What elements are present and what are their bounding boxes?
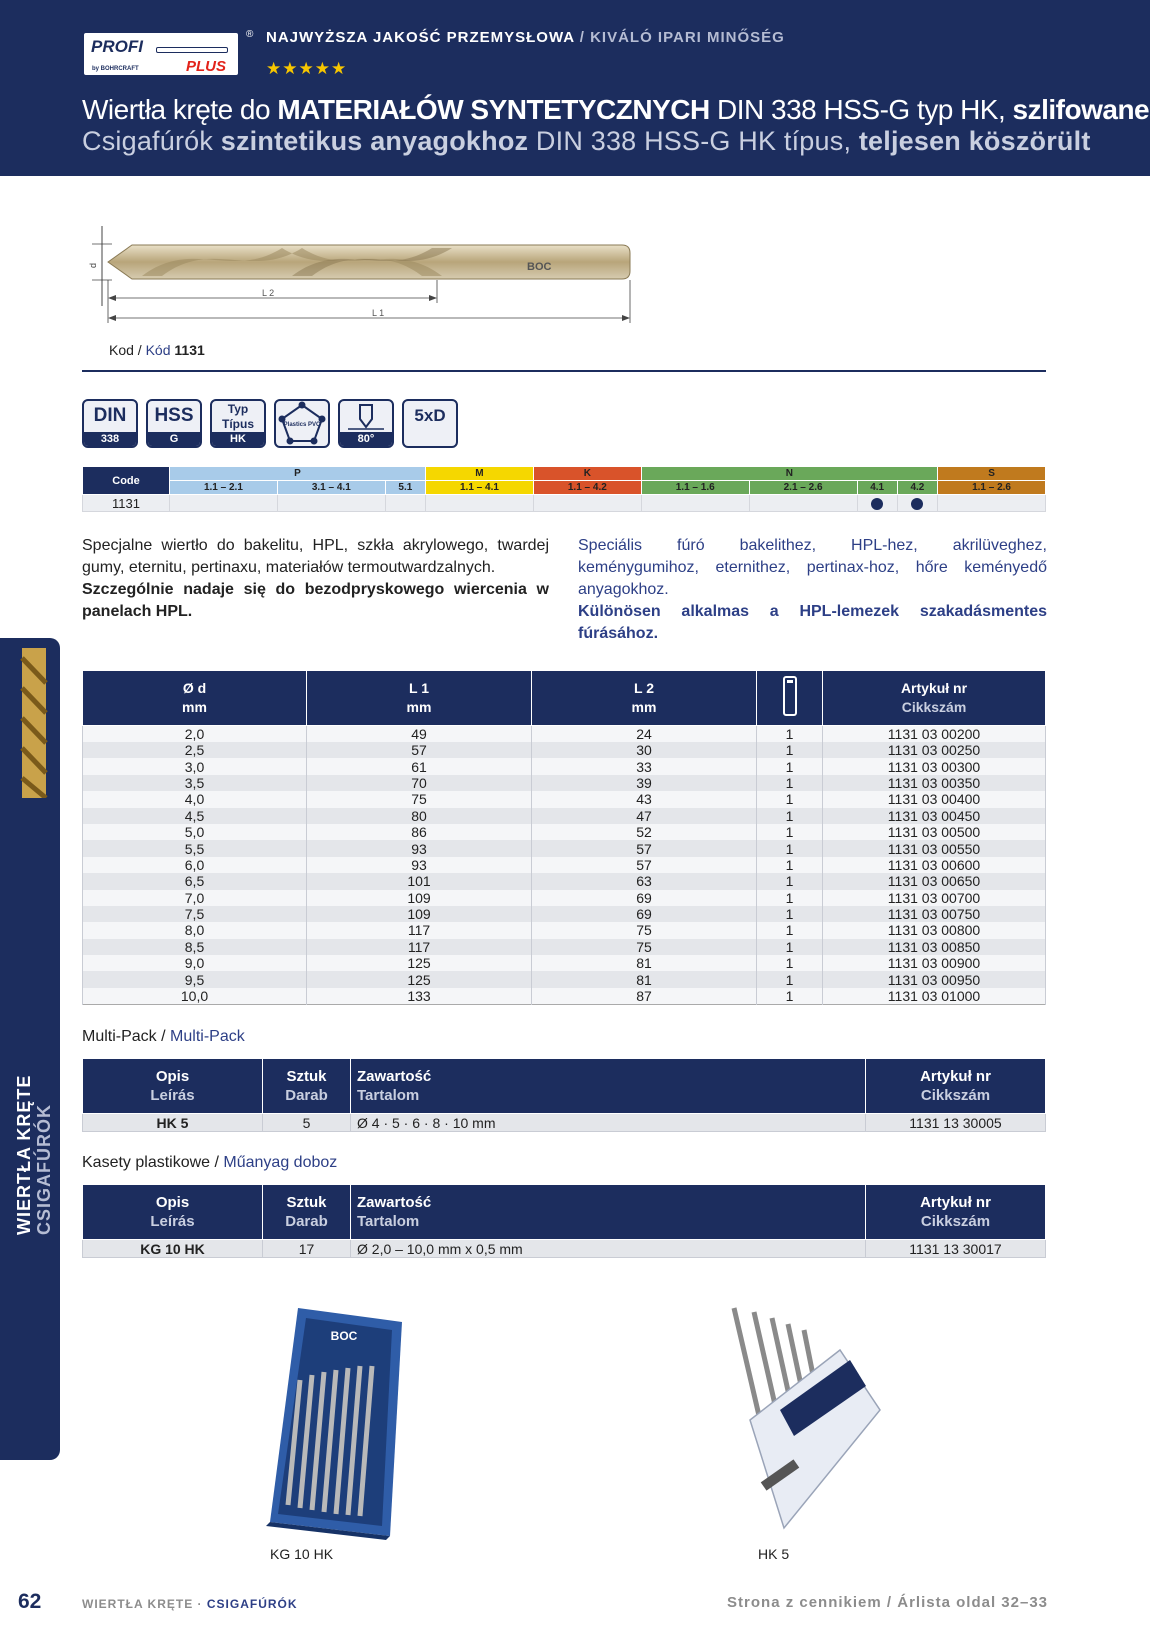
col-sztuk [263, 1185, 351, 1240]
material-sub: 1.1 – 2.6 [938, 481, 1046, 495]
col-article-pl: Artykuł nr [900, 680, 968, 696]
cell-pack: 1 [757, 939, 823, 955]
logo-text-profi: PROFI [91, 37, 143, 56]
cell-pack: 1 [757, 791, 823, 807]
cell-pack: 1 [757, 840, 823, 856]
code-label-pl: Kod [109, 342, 134, 358]
cell-article: 1131 03 00300 [823, 758, 1046, 774]
material-sub: 2.1 – 2.6 [749, 481, 857, 495]
col-pack [757, 671, 823, 726]
material-cell [426, 495, 534, 512]
cell-diameter: 6,0 [83, 857, 307, 873]
cell-l1: 57 [307, 742, 532, 758]
col-opis-pl: Opis [155, 1194, 190, 1211]
cell-diameter: 4,5 [83, 808, 307, 824]
material-cell [857, 495, 897, 512]
cell-l1: 133 [307, 988, 532, 1005]
material-group-p: P [170, 467, 426, 481]
badge-bottom: 80° [340, 432, 392, 446]
cell-l2: 39 [532, 775, 757, 791]
cell-diameter: 2,5 [83, 742, 307, 758]
badge-top: Typ Típus [222, 402, 254, 431]
side-label-hu: CSIGAFÚRÓK [34, 1104, 54, 1235]
kasety-title-pl: Kasety plastikowe [82, 1154, 211, 1171]
logo-text-plus: PLUS [185, 58, 226, 75]
product-table [82, 670, 1046, 1005]
col-artykul-hu: Cikkszám [920, 1087, 991, 1104]
drill-drawing-svg [82, 218, 662, 338]
product-table-body [83, 726, 1046, 1005]
cell-pack: 1 [757, 742, 823, 758]
logo-subtext: by BOHRCRAFT [92, 66, 139, 72]
kasety-table [82, 1184, 1046, 1258]
din-badge [82, 399, 138, 448]
cell-article: 1131 03 00900 [823, 955, 1046, 971]
hk5-pack-image [720, 1300, 900, 1540]
cell-l2: 30 [532, 742, 757, 758]
material-group-n: N [641, 467, 937, 481]
col-opis [83, 1059, 263, 1114]
material-code-header: Code [83, 467, 170, 495]
case-name: KG 10 HK [83, 1240, 263, 1258]
kasety-title-sep: / [210, 1154, 224, 1171]
cell-l1: 101 [307, 873, 532, 889]
cell-diameter: 9,5 [83, 971, 307, 987]
cell-pack: 1 [757, 775, 823, 791]
kg10hk-caption: KG 10 HK [270, 1546, 334, 1562]
material-cell [938, 495, 1046, 512]
description-pl-bold: Szczególnie nadaje się do bezodpryskowego wiercenia w panelach HPL. [82, 581, 549, 620]
table-row [83, 857, 1046, 873]
tagline-separator: / [574, 29, 591, 46]
cell-l2: 63 [532, 873, 757, 889]
cell-article: 1131 03 00650 [823, 873, 1046, 889]
registered-mark: ® [246, 29, 254, 40]
pack-count: 5 [263, 1114, 351, 1132]
material-sub: 1.1 – 1.6 [641, 481, 749, 495]
footer-ref-hu: Árlista oldal 32–33 [897, 1594, 1048, 1611]
cell-l1: 109 [307, 906, 532, 922]
cell-l1: 49 [307, 726, 532, 743]
table-row [83, 726, 1046, 743]
cell-pack: 1 [757, 988, 823, 1005]
cell-pack: 1 [757, 808, 823, 824]
cell-diameter: 7,0 [83, 890, 307, 906]
description-hu-bold: Különösen alkalmas a HPL-lemezek szakadásmentes fúrásához. [578, 603, 1047, 642]
tagline-pl: NAJWYŻSZA JAKOŚĆ PRZEMYSŁOWA [266, 29, 575, 46]
case-count: 17 [263, 1240, 351, 1258]
side-tab [0, 638, 60, 1460]
pack-name: HK 5 [83, 1114, 263, 1132]
cell-diameter: 5,0 [83, 824, 307, 840]
title-pl-bold: MATERIAŁÓW SYNTETYCZNYCH [277, 94, 710, 125]
multipack-title-sep: / [156, 1028, 171, 1045]
table-row [83, 840, 1046, 856]
cell-article: 1131 03 00200 [823, 726, 1046, 743]
case-brand-mark: BOC [330, 1329, 358, 1343]
pack-article: 1131 13 30005 [866, 1114, 1046, 1132]
col-sztuk [263, 1059, 351, 1114]
multipack-table [82, 1058, 1046, 1132]
table-row [83, 873, 1046, 889]
cell-pack: 1 [757, 890, 823, 906]
plastics-pvc-icon [276, 401, 328, 446]
page-title-pl [82, 94, 1149, 126]
cell-l1: 80 [307, 808, 532, 824]
cell-l2: 57 [532, 857, 757, 873]
cell-l1: 125 [307, 955, 532, 971]
table-row [83, 1114, 1046, 1132]
product-code-line [109, 342, 205, 358]
col-article-hu: Cikkszám [901, 699, 967, 715]
material-row-code: 1131 [83, 495, 170, 512]
col-sztuk-hu: Darab [285, 1087, 328, 1104]
cell-l2: 57 [532, 840, 757, 856]
cell-l2: 52 [532, 824, 757, 840]
col-diameter-unit: mm [182, 699, 207, 715]
footer-section [82, 1597, 298, 1611]
badge-bottom: G [148, 432, 200, 446]
type-badge [210, 399, 266, 448]
cell-pack: 1 [757, 824, 823, 840]
code-label-hu: Kód [145, 342, 171, 358]
title-hu-bold: teljesen köszörült [858, 126, 1091, 156]
rating-stars: ★★★★★ [266, 59, 348, 78]
col-artykul [866, 1059, 1046, 1114]
material-group-k: K [533, 467, 641, 481]
material-cell [641, 495, 749, 512]
col-artykul-hu: Cikkszám [920, 1213, 991, 1230]
cell-pack: 1 [757, 873, 823, 889]
cell-article: 1131 03 00550 [823, 840, 1046, 856]
title-pl-bold: szlifowane [1012, 94, 1150, 125]
cell-l1: 75 [307, 791, 532, 807]
suitable-dot-icon [911, 498, 923, 510]
title-pl-part: Wiertła kręte do [82, 94, 278, 125]
col-sztuk-hu: Darab [285, 1213, 328, 1230]
footer-section-sep: · [193, 1597, 207, 1611]
drill-drawing [82, 218, 662, 338]
cell-diameter: 2,0 [83, 726, 307, 743]
cell-l2: 75 [532, 939, 757, 955]
col-l2-label: L 2 [634, 680, 654, 696]
cell-pack: 1 [757, 857, 823, 873]
description-pl [82, 535, 549, 623]
title-pl-part: DIN 338 HSS-G typ HK, [709, 94, 1013, 125]
cell-article: 1131 03 00450 [823, 808, 1046, 824]
col-article [823, 671, 1046, 726]
material-sub: 3.1 – 4.1 [277, 481, 385, 495]
cell-diameter: 10,0 [83, 988, 307, 1005]
cell-pack: 1 [757, 726, 823, 743]
cell-l2: 43 [532, 791, 757, 807]
multipack-title [82, 1028, 245, 1046]
description-hu [578, 535, 1047, 645]
col-l2-unit: mm [631, 699, 657, 715]
depth-5xd-badge [402, 399, 458, 448]
code-separator: / [133, 342, 146, 358]
cell-diameter: 7,5 [83, 906, 307, 922]
cell-l1: 125 [307, 971, 532, 987]
drill-photo-icon [2, 648, 58, 798]
cell-article: 1131 03 00850 [823, 939, 1046, 955]
description-pl-text: Specjalne wiertło do bakelitu, HPL, szkła akrylowego, twardej gumy, eternitu, pertinaxu, materiałów termoutwardzalnych. [82, 537, 549, 576]
cell-l1: 93 [307, 840, 532, 856]
side-label-pl: WIERTŁA KRĘTE [14, 1074, 34, 1235]
description-hu-text: Speciális fúró bakelithez, HPL-hez, akrilüveghez, keménygumihoz, eternithez, pertinax-hoz, hőre keményedő anyagokhoz. [578, 537, 1047, 598]
table-row [83, 988, 1046, 1005]
col-zawartosc-pl: Zawartość [357, 1194, 432, 1211]
cell-l2: 81 [532, 955, 757, 971]
material-cell [170, 495, 278, 512]
badge-bottom: 338 [84, 432, 136, 446]
material-sub: 1.1 – 2.1 [170, 481, 278, 495]
cell-diameter: 3,0 [83, 758, 307, 774]
kg10hk-case-image [240, 1300, 440, 1540]
table-row [83, 808, 1046, 824]
cell-diameter: 8,0 [83, 922, 307, 938]
footer-ref-sep: / [881, 1594, 898, 1611]
cell-article: 1131 03 00350 [823, 775, 1046, 791]
cell-pack: 1 [757, 758, 823, 774]
cell-l2: 24 [532, 726, 757, 743]
dim-l2-label: L 2 [262, 288, 275, 298]
badge-top: Plastics PVC [283, 422, 321, 428]
cell-l1: 109 [307, 890, 532, 906]
col-l1-label: L 1 [409, 680, 429, 696]
table-row [83, 742, 1046, 758]
cell-article: 1131 03 00800 [823, 922, 1046, 938]
material-table [82, 466, 1046, 512]
col-diameter [83, 671, 307, 726]
cell-diameter: 9,0 [83, 955, 307, 971]
pack-content: Ø 4 · 5 · 6 · 8 · 10 mm [351, 1114, 866, 1132]
footer-section-hu: CSIGAFÚRÓK [206, 1597, 298, 1611]
drill-brand-mark: BOC [527, 261, 552, 273]
cell-article: 1131 03 00950 [823, 971, 1046, 987]
table-row [83, 971, 1046, 987]
cell-l2: 69 [532, 890, 757, 906]
material-group-s: S [938, 467, 1046, 481]
code-value: 1131 [174, 342, 205, 358]
profi-plus-logo [82, 29, 254, 77]
tagline-hu: KIVÁLÓ IPARI MINŐSÉG [590, 29, 785, 46]
table-row [83, 758, 1046, 774]
cell-article: 1131 03 00750 [823, 906, 1046, 922]
case-content: Ø 2,0 – 10,0 mm x 0,5 mm [351, 1240, 866, 1258]
cell-diameter: 3,5 [83, 775, 307, 791]
material-cell [749, 495, 857, 512]
table-row [83, 939, 1046, 955]
cell-pack: 1 [757, 906, 823, 922]
cell-l2: 87 [532, 988, 757, 1005]
col-zawartosc [351, 1185, 866, 1240]
cell-article: 1131 03 00500 [823, 824, 1046, 840]
col-l1-unit: mm [406, 699, 432, 715]
cell-pack: 1 [757, 955, 823, 971]
cell-l2: 75 [532, 922, 757, 938]
col-zawartosc [351, 1059, 866, 1114]
case-article: 1131 13 30017 [866, 1240, 1046, 1258]
badge-top: HSS [154, 405, 194, 426]
col-artykul-pl: Artykuł nr [920, 1194, 991, 1211]
material-sub: 1.1 – 4.1 [426, 481, 534, 495]
title-hu-part: DIN 338 HSS-G HK típus, [528, 126, 859, 156]
badge-top: 5xD [414, 406, 446, 425]
cell-l2: 33 [532, 758, 757, 774]
material-cell [385, 495, 425, 512]
table-row [83, 906, 1046, 922]
col-opis-pl: Opis [155, 1068, 190, 1085]
badge-top: DIN [93, 405, 127, 426]
col-l1 [307, 671, 532, 726]
cell-diameter: 4,0 [83, 791, 307, 807]
cell-article: 1131 03 00400 [823, 791, 1046, 807]
cell-diameter: 6,5 [83, 873, 307, 889]
dim-l1-label: L 1 [372, 308, 385, 318]
material-cell [277, 495, 385, 512]
hss-badge [146, 399, 202, 448]
table-row [83, 824, 1046, 840]
material-sub: 1.1 – 4.2 [533, 481, 641, 495]
cell-diameter: 5,5 [83, 840, 307, 856]
col-l2 [532, 671, 757, 726]
col-opis [83, 1185, 263, 1240]
footer-ref-pl: Strona z cennikiem [727, 1594, 882, 1611]
footer-section-pl: WIERTŁA KRĘTE [82, 1597, 194, 1611]
cell-pack: 1 [757, 971, 823, 987]
section-divider [82, 370, 1046, 372]
suitable-dot-icon [871, 498, 883, 510]
cell-l1: 86 [307, 824, 532, 840]
material-group-m: M [426, 467, 534, 481]
cell-l1: 117 [307, 939, 532, 955]
side-tab-label [14, 1075, 54, 1235]
cell-l1: 61 [307, 758, 532, 774]
table-row [83, 775, 1046, 791]
col-artykul [866, 1185, 1046, 1240]
table-row [83, 922, 1046, 938]
cell-l1: 70 [307, 775, 532, 791]
table-row [83, 1240, 1046, 1258]
material-sub: 5.1 [385, 481, 425, 495]
spec-badges [82, 399, 458, 449]
hk5-caption: HK 5 [758, 1546, 790, 1562]
col-artykul-pl: Artykuł nr [920, 1068, 991, 1085]
pack-tube-icon [782, 675, 798, 717]
cell-l2: 47 [532, 808, 757, 824]
title-hu-bold: szintetikus anyagokhoz [220, 126, 529, 156]
material-cell [533, 495, 641, 512]
table-row [83, 890, 1046, 906]
cell-diameter: 8,5 [83, 939, 307, 955]
badge-bottom: HK [212, 432, 264, 446]
col-diameter-label: Ø d [182, 680, 207, 696]
logo-drill-bar [156, 47, 228, 53]
col-opis-hu: Leírás [150, 1087, 195, 1104]
dim-d-label: d [88, 262, 98, 268]
col-zawartosc-hu: Tartalom [357, 1213, 420, 1230]
footer-pricelist-ref [727, 1594, 1048, 1611]
col-zawartosc-hu: Tartalom [357, 1087, 420, 1104]
kasety-title [82, 1154, 337, 1172]
tagline [266, 29, 785, 46]
title-hu-part: Csigafúrók [82, 126, 221, 156]
point-angle-icon [340, 401, 392, 433]
cell-article: 1131 03 01000 [823, 988, 1046, 1005]
point-angle-badge [338, 399, 394, 448]
table-row [83, 791, 1046, 807]
page-number: 62 [18, 1590, 42, 1613]
page-header [0, 0, 1150, 176]
material-sub: 4.2 [897, 481, 937, 495]
multipack-title-hu: Multi-Pack [170, 1028, 245, 1045]
col-zawartosc-pl: Zawartość [357, 1068, 432, 1085]
plastics-pvc-badge [274, 399, 330, 448]
cell-l2: 69 [532, 906, 757, 922]
page-title-hu [82, 126, 1091, 157]
cell-article: 1131 03 00250 [823, 742, 1046, 758]
multipack-title-pl: Multi-Pack [82, 1028, 157, 1045]
col-sztuk-pl: Sztuk [286, 1194, 327, 1211]
col-sztuk-pl: Sztuk [286, 1068, 327, 1085]
col-opis-hu: Leírás [150, 1213, 195, 1230]
cell-article: 1131 03 00700 [823, 890, 1046, 906]
cell-article: 1131 03 00600 [823, 857, 1046, 873]
cell-pack: 1 [757, 922, 823, 938]
table-row [83, 955, 1046, 971]
cell-l2: 81 [532, 971, 757, 987]
cell-l1: 117 [307, 922, 532, 938]
cell-l1: 93 [307, 857, 532, 873]
material-sub: 4.1 [857, 481, 897, 495]
kasety-title-hu: Műanyag doboz [223, 1154, 338, 1171]
material-cell [897, 495, 937, 512]
